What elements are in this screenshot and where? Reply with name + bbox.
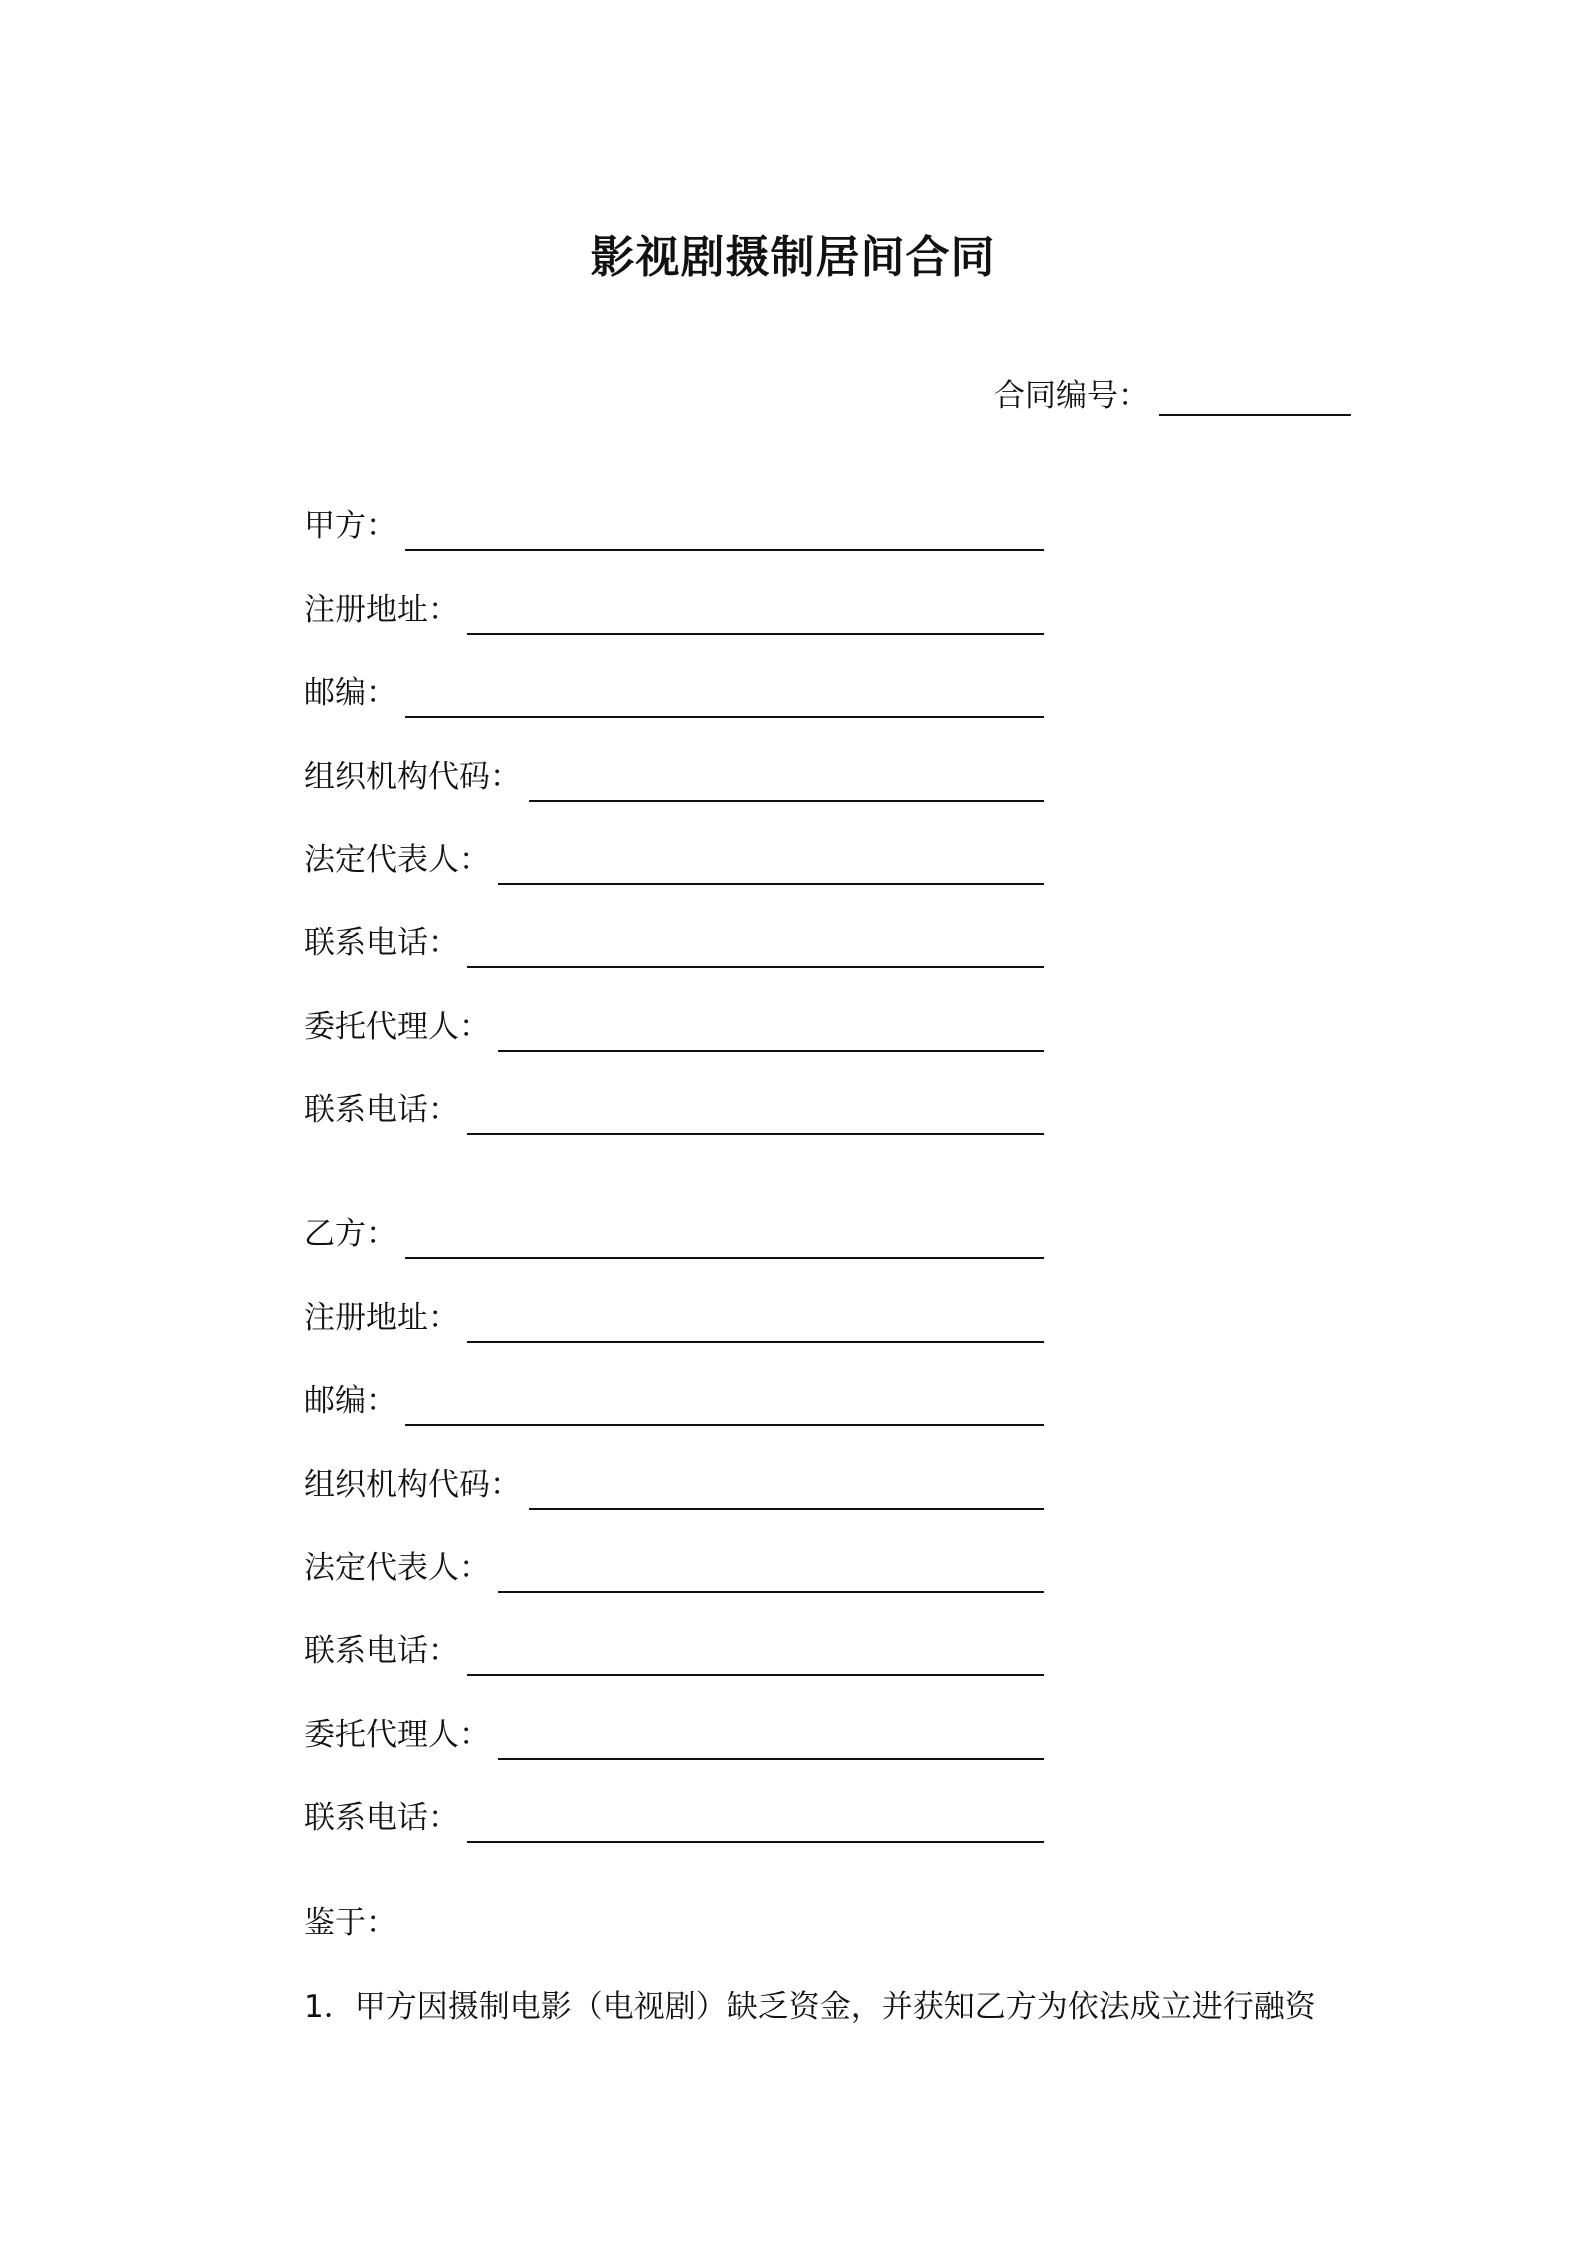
fill-blank[interactable] [498, 843, 1044, 885]
party-a-address-field [304, 553, 1044, 636]
contract-number-label: 合同编号： [994, 378, 1149, 414]
party-b-org-code-field [304, 1428, 1044, 1511]
field-label: 联系电话： [304, 1800, 459, 1837]
field-label: 组织机构代码： [304, 1466, 521, 1503]
party-b-postcode-field [304, 1345, 1044, 1428]
fill-blank[interactable] [405, 1217, 1044, 1259]
party-a-name-field [304, 470, 1044, 553]
party-a-legal-rep-field [304, 804, 1044, 887]
field-label: 法定代表人： [304, 1549, 490, 1586]
contract-number-field [994, 366, 1351, 416]
field-label: 法定代表人： [304, 841, 490, 878]
party-a-postcode-field [304, 637, 1044, 720]
party-b-address-field [304, 1261, 1044, 1344]
party-b-block [304, 1178, 1044, 1845]
party-b-agent-field [304, 1678, 1044, 1761]
field-label: 邮编： [304, 675, 397, 712]
field-label: 委托代理人： [304, 1008, 490, 1045]
fill-blank[interactable] [467, 1301, 1044, 1343]
contract-number-blank[interactable] [1159, 376, 1351, 416]
field-label: 联系电话： [304, 925, 459, 962]
fill-blank[interactable] [498, 1718, 1044, 1760]
fill-blank[interactable] [405, 509, 1044, 551]
field-label: 联系电话： [304, 1633, 459, 1670]
fill-blank[interactable] [467, 593, 1044, 635]
clause-1-text: 1．甲方因摄制电影（电视剧）缺乏资金，并获知乙方为依法成立进行融资 [304, 1989, 1316, 2025]
document-title: 影视剧摄制居间合同 [590, 232, 996, 283]
fill-blank[interactable] [498, 1551, 1044, 1593]
whereas-heading: 鉴于： [304, 1905, 397, 1941]
fill-blank[interactable] [467, 926, 1044, 968]
field-label: 注册地址： [304, 591, 459, 628]
field-label: 乙方： [304, 1216, 397, 1253]
party-a-phone-field [304, 887, 1044, 970]
party-a-agent-field [304, 970, 1044, 1053]
field-label: 邮编： [304, 1383, 397, 1420]
fill-blank[interactable] [467, 1093, 1044, 1135]
party-a-agent-phone-field [304, 1054, 1044, 1137]
fill-blank[interactable] [529, 760, 1044, 802]
party-b-agent-phone-field [304, 1762, 1044, 1845]
party-b-legal-rep-field [304, 1512, 1044, 1595]
party-a-block [304, 470, 1044, 1137]
field-label: 注册地址： [304, 1299, 459, 1336]
fill-blank[interactable] [405, 1384, 1044, 1426]
field-label: 甲方： [304, 508, 397, 545]
fill-blank[interactable] [529, 1468, 1044, 1510]
field-label: 联系电话： [304, 1092, 459, 1129]
field-label: 委托代理人： [304, 1716, 490, 1753]
fill-blank[interactable] [498, 1010, 1044, 1052]
party-b-phone-field [304, 1595, 1044, 1678]
party-b-name-field [304, 1178, 1044, 1261]
fill-blank[interactable] [467, 1634, 1044, 1676]
fill-blank[interactable] [405, 676, 1044, 718]
party-a-org-code-field [304, 720, 1044, 803]
fill-blank[interactable] [467, 1801, 1044, 1843]
field-label: 组织机构代码： [304, 758, 521, 795]
